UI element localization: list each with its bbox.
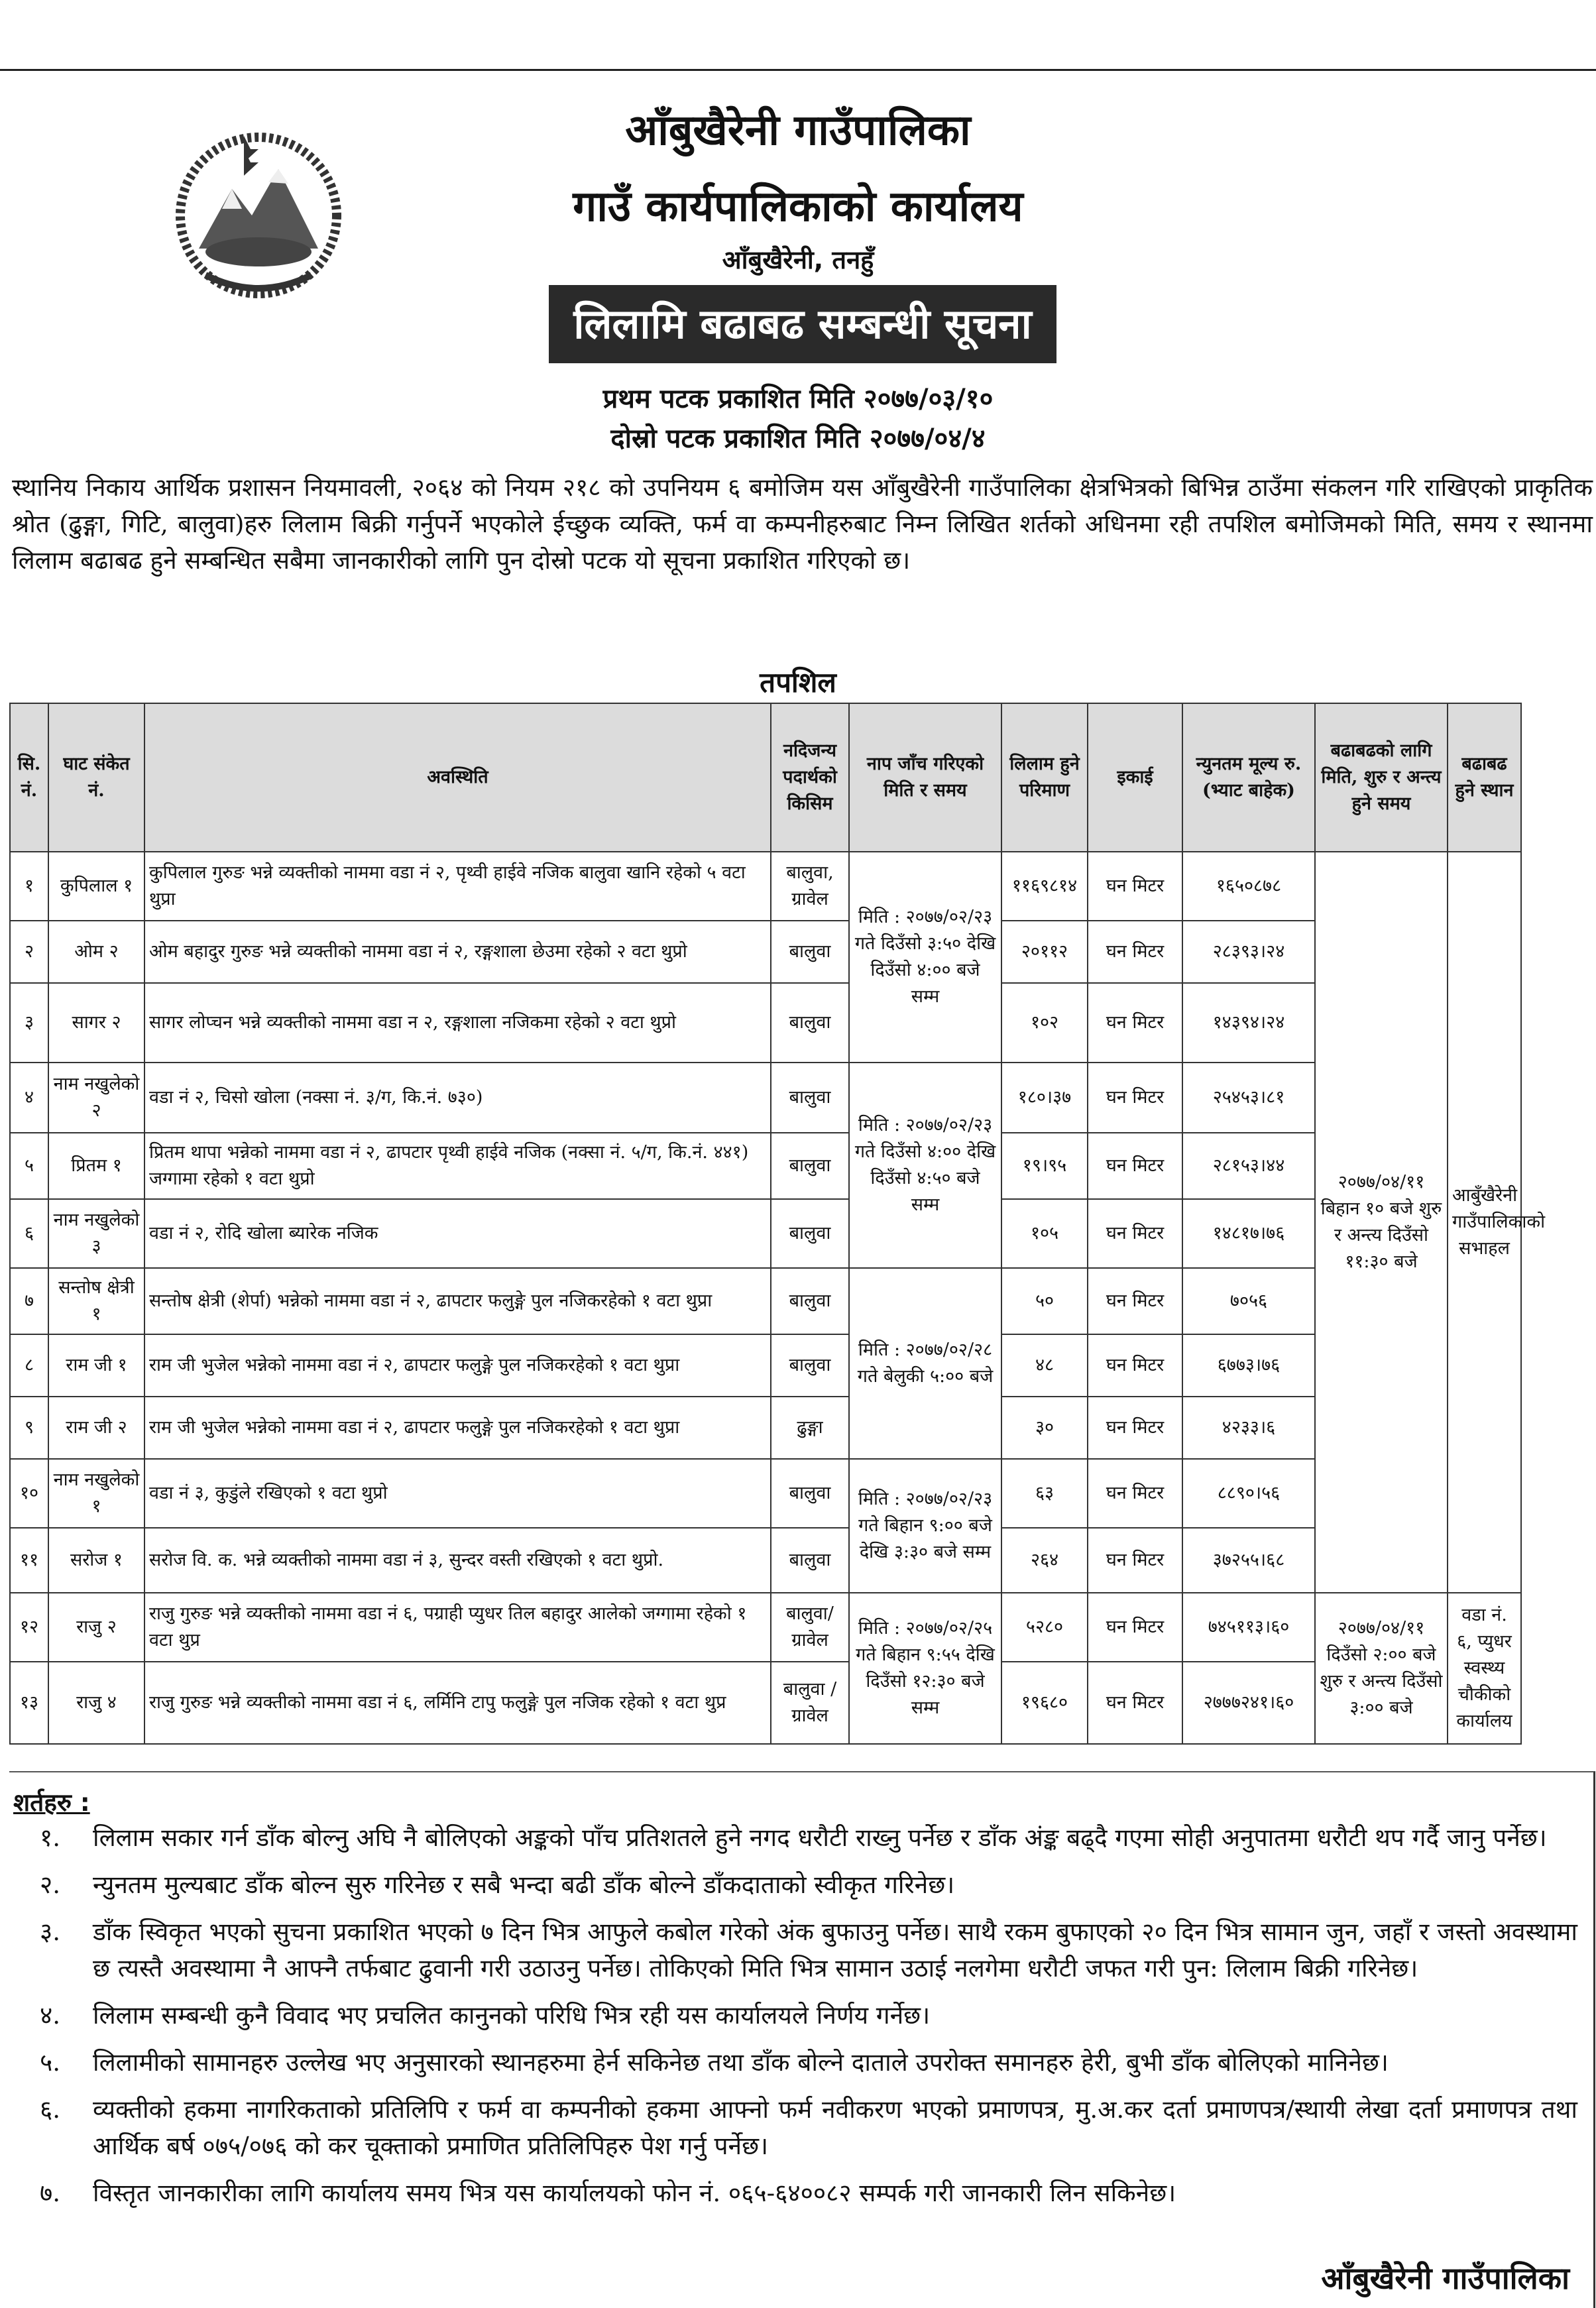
header-unit: इकाई <box>1088 703 1182 852</box>
condition-number: २. <box>40 1871 61 1899</box>
condition-number: ७. <box>40 2179 61 2207</box>
cell-unit: घन मिटर <box>1088 1662 1182 1744</box>
cell-min-price: ६७७३।७६ <box>1182 1334 1315 1397</box>
cell-material: बालुवा <box>771 1133 849 1199</box>
table-row <box>10 983 1521 1063</box>
condition-item <box>40 1997 1577 2034</box>
cell-unit: घन मिटर <box>1088 1268 1182 1334</box>
cell-min-price: ७०५६ <box>1182 1268 1315 1334</box>
cell-location: सन्तोष क्षेत्री (शेर्पा) भन्नेको नाममा वडा नं २, ढापटार फलुङ्गे पुल नजिकरहेको १ वटा थुप्रा <box>144 1268 771 1334</box>
table-row <box>10 1334 1521 1397</box>
condition-item <box>40 1914 1577 1987</box>
table-header-row <box>10 703 1521 852</box>
cell-ghat: प्रितम १ <box>48 1133 144 1199</box>
cell-min-price: २८१५३।४४ <box>1182 1133 1315 1199</box>
table-row <box>10 1662 1521 1744</box>
cell-auction-time-group: २०७७/०४/११ दिउँसो २:०० बजे शुरु र अन्त्य दिउँसो ३:०० बजे <box>1315 1593 1448 1744</box>
cell-min-price: २८३९३।२४ <box>1182 921 1315 983</box>
cell-auction-place-group: आबुँखैरेनी गाउँपालिकाको सभाहल <box>1448 852 1521 1593</box>
cell-measure-group: मिति : २०७७/०२/२३ गते दिउँसो ३:५० देखि दिउँसो ४:०० बजे सम्म <box>849 852 1001 1063</box>
cell-sn: ३ <box>10 983 48 1063</box>
condition-item <box>40 1819 1577 1856</box>
cell-unit: घन मिटर <box>1088 1528 1182 1593</box>
condition-text: लिलाम सम्बन्धी कुनै विवाद भए प्रचलित कानुनको परिधि भित्र रही यस कार्यालयले निर्णय गर्नेछ। <box>93 2001 931 2030</box>
cell-ghat: राजु ४ <box>48 1662 144 1744</box>
cell-material: बालुवा, ग्रावेल <box>771 852 849 921</box>
cell-auction-place-group: वडा नं. ६, प्युधर स्वस्थ्य चौकीको कार्यालय <box>1448 1593 1521 1744</box>
cell-min-price: ८८९०।५६ <box>1182 1459 1315 1528</box>
cell-ghat: नाम नखुलेको २ <box>48 1063 144 1133</box>
cell-material: बालुवा <box>771 1268 849 1334</box>
cell-quantity: ६३ <box>1001 1459 1088 1528</box>
header-quantity: लिलाम हुने परिमाण <box>1001 703 1088 852</box>
cell-location: वडा नं ३, कुडुंले रखिएको १ वटा थुप्रो <box>144 1459 771 1528</box>
cell-min-price: २५४५३।८१ <box>1182 1063 1315 1133</box>
header-sn: सि. नं. <box>10 703 48 852</box>
cell-quantity: १०५ <box>1001 1199 1088 1268</box>
cell-quantity: ५० <box>1001 1268 1088 1334</box>
condition-number: ५. <box>40 2048 61 2077</box>
cell-min-price: ४२३३।६ <box>1182 1397 1315 1459</box>
cell-min-price: ३७२५५।६८ <box>1182 1528 1315 1593</box>
header-measure: नाप जाँच गरिएको मिति र समय <box>849 703 1001 852</box>
auction-schedule-table <box>9 703 1546 1745</box>
cell-unit: घन मिटर <box>1088 1593 1182 1662</box>
cell-material: बालुवा <box>771 1459 849 1528</box>
cell-ghat: राम जी १ <box>48 1334 144 1397</box>
cell-ghat: नाम नखुलेको ३ <box>48 1199 144 1268</box>
table-row <box>10 1199 1521 1268</box>
cell-sn: ८ <box>10 1334 48 1397</box>
cell-unit: घन मिटर <box>1088 1063 1182 1133</box>
cell-unit: घन मिटर <box>1088 852 1182 921</box>
signature-office: आँबुखैरेनी गाउँपालिका <box>1321 2260 1569 2296</box>
header-ghat: घाट संकेत नं. <box>48 703 144 852</box>
second-publish-date: दोस्रो पटक प्रकाशित मिति २०७७/०४/४ <box>610 424 986 454</box>
cell-unit: घन मिटर <box>1088 1199 1182 1268</box>
cell-quantity: २६४ <box>1001 1528 1088 1593</box>
cell-unit: घन मिटर <box>1088 1459 1182 1528</box>
cell-unit: घन मिटर <box>1088 983 1182 1063</box>
cell-auction-time-group: २०७७/०४/११ बिहान १० बजे शुरु र अन्त्य दिउँसो ११:३० बजे <box>1315 852 1448 1593</box>
cell-sn: ४ <box>10 1063 48 1133</box>
cell-min-price: १६५०८७८ <box>1182 852 1315 921</box>
cell-sn: १३ <box>10 1662 48 1744</box>
table-row <box>10 1593 1521 1662</box>
cell-min-price: १४३९४।२४ <box>1182 983 1315 1063</box>
cell-material: बालुवा <box>771 1528 849 1593</box>
table-row <box>10 1063 1521 1133</box>
cell-quantity: १८०।३७ <box>1001 1063 1088 1133</box>
cell-material: बालुवा/ ग्रावेल <box>771 1593 849 1662</box>
cell-location: वडा नं २, चिसो खोला (नक्सा नं. ३/ग, कि.नं. ७३०) <box>144 1063 771 1133</box>
cell-sn: २ <box>10 921 48 983</box>
office-subtitle: गाउँ कार्यपालिकाको कार्यालय <box>573 182 1023 231</box>
cell-quantity: ११६९८१४ <box>1001 852 1088 921</box>
cell-sn: ५ <box>10 1133 48 1199</box>
top-rule <box>0 69 1596 71</box>
cell-material: बालुवा <box>771 983 849 1063</box>
cell-unit: घन मिटर <box>1088 1334 1182 1397</box>
table-caption: तपशिल <box>760 666 836 699</box>
cell-location: राम जी भुजेल भन्नेको नाममा वडा नं २, ढापटार फलुङ्गे पुल नजिकरहेको १ वटा थुप्रा <box>144 1334 771 1397</box>
cell-location: वडा नं २, रोदि खोला ब्यारेक नजिक <box>144 1199 771 1268</box>
cell-quantity: २०११२ <box>1001 921 1088 983</box>
condition-text: न्युनतम मुल्यबाट डाँक बोल्न सुरु गरिनेछ र सबै भन्दा बढी डाँक बोल्ने डाँकदाताको स्वीकृत गरिनेछ। <box>93 1871 955 1899</box>
cell-location: राजु गुरुङ भन्ने व्यक्तीको नाममा वडा नं ६, पग्राही प्युधर तिल बहादुर आलेको जग्गामा रहेको १ वटा थुप्र <box>144 1593 771 1662</box>
cell-quantity: १९।९५ <box>1001 1133 1088 1199</box>
cell-quantity: ३० <box>1001 1397 1088 1459</box>
table-row <box>10 1528 1521 1593</box>
cell-sn: ७ <box>10 1268 48 1334</box>
condition-item <box>40 2175 1577 2211</box>
cell-unit: घन मिटर <box>1088 1397 1182 1459</box>
table-row <box>10 1268 1521 1334</box>
cell-ghat: सन्तोष क्षेत्री १ <box>48 1268 144 1334</box>
header-location: अवस्थिति <box>144 703 771 852</box>
notice-title: लिलामि बढाबढ सम्बन्धी सूचना <box>549 285 1056 363</box>
condition-text: विस्तृत जानकारीका लागि कार्यालय समय भित्र यस कार्यालयको फोन नं. ०६५-६४००८२ सम्पर्क गरी जानकारी लिन सकिनेछ। <box>93 2179 1176 2207</box>
cell-ghat: राजु २ <box>48 1593 144 1662</box>
cell-quantity: १९६८० <box>1001 1662 1088 1744</box>
cell-min-price: ७४५११३।६० <box>1182 1593 1315 1662</box>
cell-ghat: सरोज १ <box>48 1528 144 1593</box>
condition-item <box>40 2044 1577 2081</box>
condition-item <box>40 1867 1577 1903</box>
cell-location: सरोज वि. क. भन्ने व्यक्तीको नाममा वडा नं ३, सुन्दर वस्ती रखिएको १ वटा थुप्रो. <box>144 1528 771 1593</box>
cell-sn: १२ <box>10 1593 48 1662</box>
condition-number: १. <box>40 1823 61 1852</box>
condition-text: व्यक्तीको हकमा नागरिकताको प्रतिलिपि र फर्म वा कम्पनीको हकमा आफ्नो फर्म नवीकरण भएको प्रमाणपत्र, मु.अ.कर दर्ता प्रमाणपत्र/स्थायी लेखा दर्ता प्रमाणपत्र तथा आर्थिक बर्ष ०७५/०७६ को कर चूक्ताको प्रमाणित प्रतिलिपिहरु पेश गर्नु पर्नेछ। <box>93 2095 1577 2160</box>
cell-unit: घन मिटर <box>1088 1133 1182 1199</box>
header-min-price: न्युनतम मूल्य रु. (भ्याट बाहेक) <box>1182 703 1315 852</box>
cell-quantity: ५२८० <box>1001 1593 1088 1662</box>
cell-ghat: राम जी २ <box>48 1397 144 1459</box>
cell-ghat: सागर २ <box>48 983 144 1063</box>
cell-quantity: १०२ <box>1001 983 1088 1063</box>
table-row <box>10 1459 1521 1528</box>
cell-sn: ६ <box>10 1199 48 1268</box>
cell-location: प्रितम थापा भन्नेको नाममा वडा नं २, ढापटार पृथ्वी हाईवे नजिक (नक्सा नं. ५/ग, कि.नं. ४४१) जग्गामा रहेको १ वटा थुप्रो <box>144 1133 771 1199</box>
cell-quantity: ४८ <box>1001 1334 1088 1397</box>
conditions-label: शर्तहरु : <box>13 1788 90 1817</box>
condition-number: ४. <box>40 2001 61 2030</box>
first-publish-date: प्रथम पटक प्रकाशित मिति २०७७/०३/१० <box>602 384 994 414</box>
cell-measure-group: मिति : २०७७/०२/२३ गते बिहान ९:०० बजे देखि ३:३० बजे सम्म <box>849 1459 1001 1593</box>
office-address: आँबुखैरेनी, तनहुँ <box>722 245 874 274</box>
condition-number: ३. <box>40 1918 61 1946</box>
header-auction-time: बढाबढको लागि मिति, शुरु र अन्त्य हुने समय <box>1315 703 1448 852</box>
office-name: आँबुखैरेनी गाउँपालिका <box>625 106 971 155</box>
table-row <box>10 1133 1521 1199</box>
cell-sn: १ <box>10 852 48 921</box>
condition-text: लिलामीको सामानहरु उल्लेख भए अनुसारको स्थानहरुमा हेर्न सकिनेछ तथा डाँक बोल्ने दाताले उपरोक्त समानहरु हेरी, बुभी डाँक बोलिएको मानिनेछ। <box>93 2048 1389 2077</box>
cell-measure-group: मिति : २०७७/०२/२८ गते बेलुकी ५:०० बजे <box>849 1268 1001 1459</box>
cell-location: कुपिलाल गुरुङ भन्ने व्यक्तीको नाममा वडा नं २, पृथ्वी हाईवे नजिक बालुवा खानि रहेको ५ वटा थुप्रा <box>144 852 771 921</box>
cell-ghat: कुपिलाल १ <box>48 852 144 921</box>
cell-min-price: २७७७२४१।६० <box>1182 1662 1315 1744</box>
cell-sn: ९ <box>10 1397 48 1459</box>
cell-ghat: नाम नखुलेको १ <box>48 1459 144 1528</box>
cell-ghat: ओम २ <box>48 921 144 983</box>
header-auction-place: बढाबढ हुने स्थान <box>1448 703 1521 852</box>
cell-sn: ११ <box>10 1528 48 1593</box>
condition-text: लिलाम सकार गर्न डाँक बोल्नु अघि नै बोलिएको अङ्कको पाँच प्रतिशतले हुने नगद धरौटी राख्नु पर्नेछ र डाँक अंङ्क बढ्दै गएमा सोही अनुपातमा धरौटी थप गर्दै जानु पर्नेछ। <box>93 1823 1547 1852</box>
cell-min-price: १४८१७।७६ <box>1182 1199 1315 1268</box>
conditions-list <box>40 1819 1577 2222</box>
header-material: नदिजन्य पदार्थको किसिम <box>771 703 849 852</box>
cell-material: बालुवा / ग्रावेल <box>771 1662 849 1744</box>
cell-material: बालुवा <box>771 1334 849 1397</box>
cell-measure-group: मिति : २०७७/०२/२५ गते बिहान ९:५५ देखि दिउँसो १२:३० बजे सम्म <box>849 1593 1001 1744</box>
cell-unit: घन मिटर <box>1088 921 1182 983</box>
condition-text: डाँक स्विकृत भएको सुचना प्रकाशित भएको ७ दिन भित्र आफुले कबोल गरेको अंक बुफाउनु पर्नेछ। साथै रकम बुफाएको २० दिन भित्र सामान जुन, जहाँ र जस्तो अवस्थामा छ त्यस्तै अवस्थामा नै आफ्नै तर्फबाट ढुवानी गरी उठाउनु पर्नेछ। तोकिएको मिति भित्र सामान उठाई नलगेमा धरौटी जफत गरी पुन: लिलाम बिक्री गरिनेछ। <box>93 1918 1577 1983</box>
cell-location: राम जी भुजेल भन्नेको नाममा वडा नं २, ढापटार फलुङ्गे पुल नजिकरहेको १ वटा थुप्रा <box>144 1397 771 1459</box>
cell-sn: १० <box>10 1459 48 1528</box>
condition-number: ६. <box>40 2095 61 2124</box>
cell-material: बालुवा <box>771 1063 849 1133</box>
cell-measure-group: मिति : २०७७/०२/२३ गते दिउँसो ४:०० देखि दिउँसो ४:५० बजे सम्म <box>849 1063 1001 1268</box>
cell-material: बालुवा <box>771 921 849 983</box>
cell-location: ओम बहादुर गुरुङ भन्ने व्यक्तीको नाममा वडा नं २, रङ्गशाला छेउमा रहेको २ वटा थुप्रो <box>144 921 771 983</box>
table-row <box>10 852 1521 921</box>
table-row <box>10 921 1521 983</box>
cell-location: सागर लोप्चन भन्ने व्यक्तीको नाममा वडा न २, रङ्गशाला नजिकमा रहेको २ वटा थुप्रो <box>144 983 771 1063</box>
cell-material: बालुवा <box>771 1199 849 1268</box>
cell-material: ढुङ्गा <box>771 1397 849 1459</box>
table-row <box>10 1397 1521 1459</box>
intro-paragraph: स्थानिय निकाय आर्थिक प्रशासन नियमावली, २०६४ को नियम २१८ को उपनियम ६ बमोजिम यस आँबुखैरेनी गाउँपालिका क्षेत्रभित्रको बिभिन्न ठाउँमा संकलन गरि राखिएको प्राकृतिक श्रोत (ढुङ्गा, गिटि, बालुवा)हरु लिलाम बिक्री गर्नुपर्ने भएकोले ईच्छुक व्यक्ति, फर्म वा कम्पनीहरुबाट निम्न लिखित शर्तको अधिनमा रही तपशिल बमोजिमको मिति, समय र स्थानमा लिलाम बढाबढ हुने सम्बन्धित सबैमा जानकारीको लागि पुन दोस्रो पटक यो सूचना प्रकाशित गरिएको छ। <box>12 473 1593 575</box>
cell-location: राजु गुरुङ भन्ने व्यक्तीको नाममा वडा नं ६, लर्मिनि टापु फलुङ्गे पुल नजिक रहेको १ वटा थुप्र <box>144 1662 771 1744</box>
condition-item <box>40 2091 1577 2164</box>
